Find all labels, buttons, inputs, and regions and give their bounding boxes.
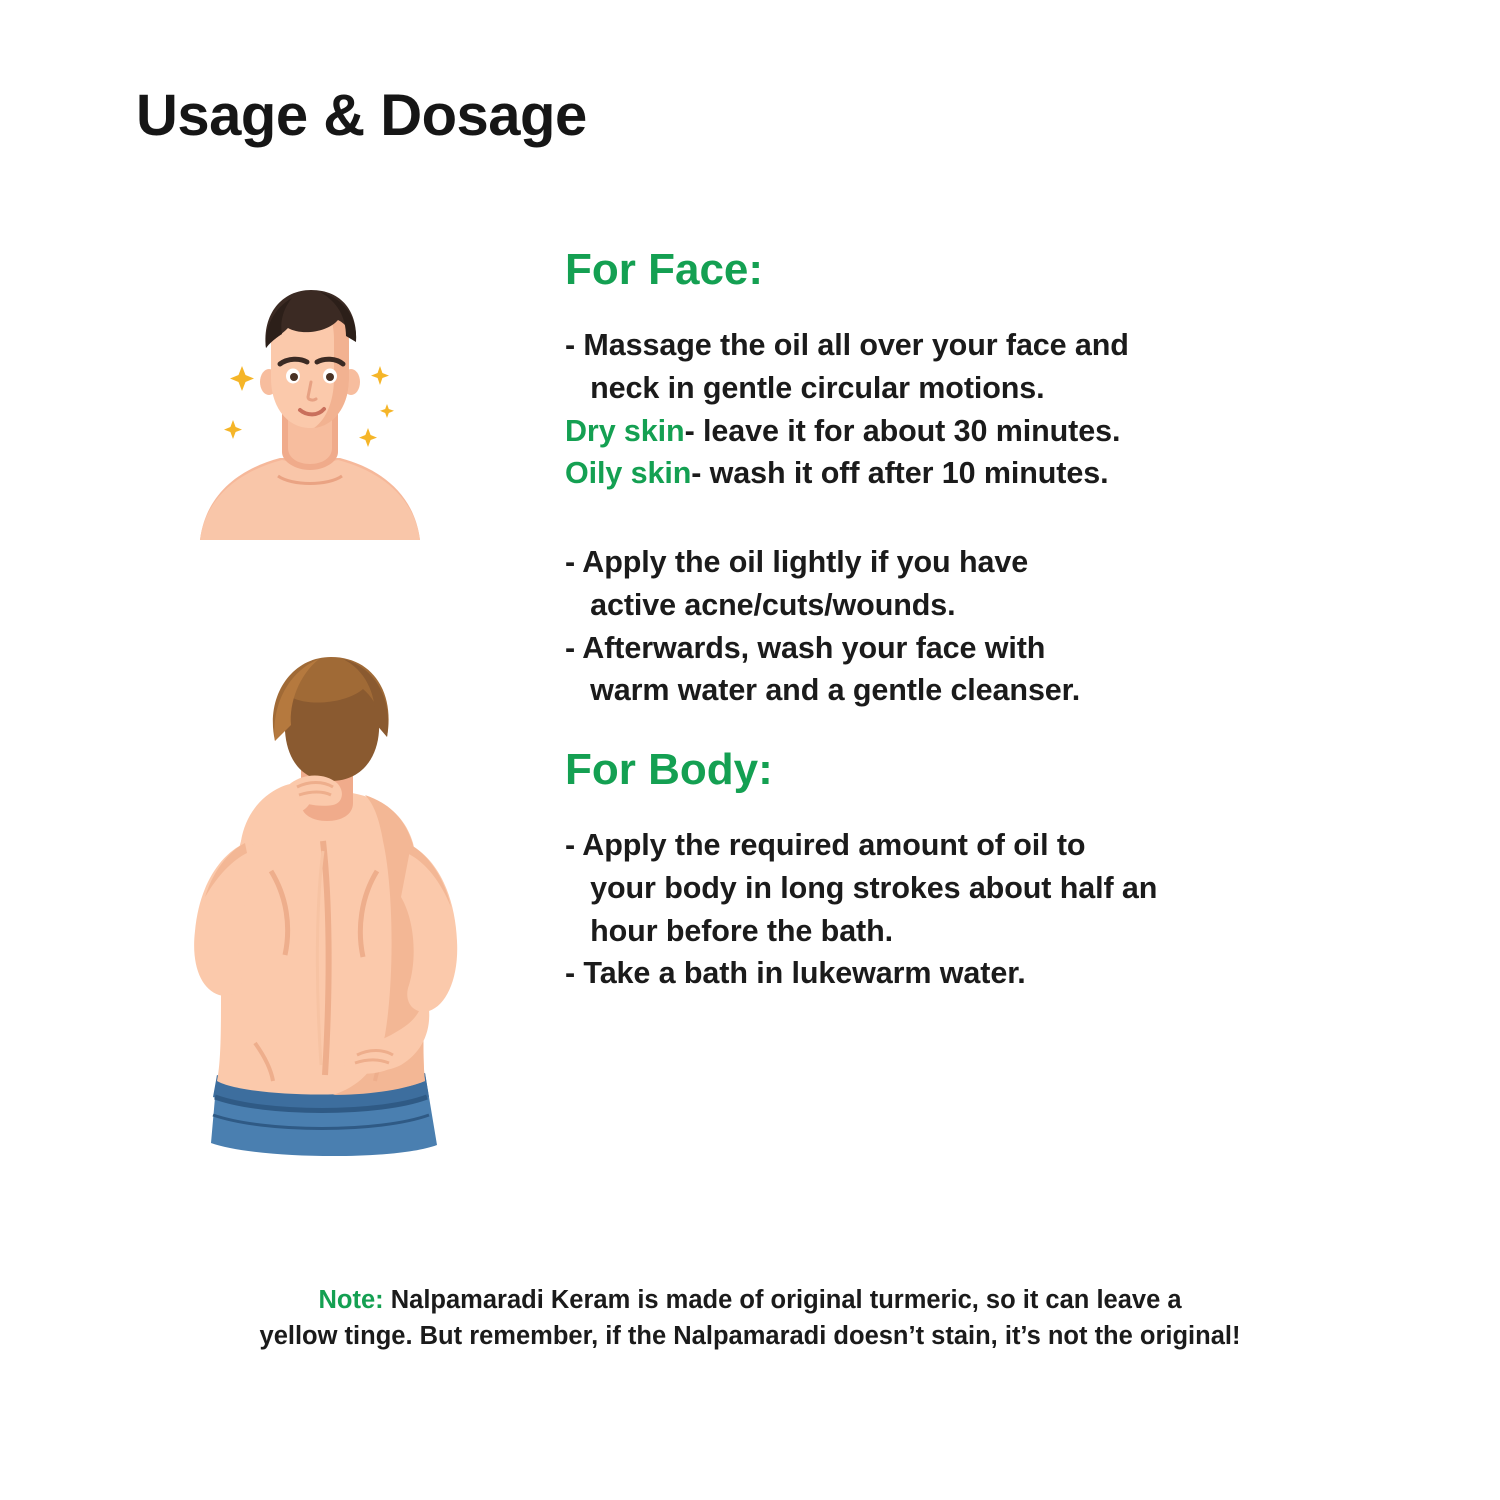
face-instructions-group-1: [565, 324, 1365, 495]
body-line-3: hour before the bath.: [565, 913, 894, 948]
note-label: Note:: [318, 1286, 384, 1314]
face-line-6: warm water and a gentle cleanser.: [565, 673, 1081, 708]
page-title: Usage & Dosage: [136, 83, 587, 148]
section-heading-body: For Body:: [565, 744, 773, 794]
face-line-1: - Massage the oil all over your face and: [565, 328, 1129, 363]
note-block: [130, 1282, 1370, 1354]
face-dry-skin-line: [565, 410, 1365, 453]
body-line-2: your body in long strokes about half an: [565, 870, 1158, 905]
man-back-massage-illustration: [95, 645, 555, 1165]
note-line-2: yellow tinge. But remember, if the Nalpamaradi doesn’t stain, it’s not the original!: [259, 1322, 1241, 1351]
body-instructions-group-1: [565, 824, 1365, 995]
face-line-3: - Apply the oil lightly if you have: [565, 545, 1029, 580]
face-line-5: - Afterwards, wash your face with: [565, 630, 1046, 665]
face-instructions-group-2: [565, 541, 1365, 712]
face-oily-skin-line: [565, 452, 1365, 495]
instructions-column: [565, 246, 1365, 995]
body-line-1: - Apply the required amount of oil to: [565, 828, 1086, 863]
oily-skin-text: - wash it off after 10 minutes.: [691, 456, 1109, 491]
note-line-1: Nalpamaradi Keram is made of original turmeric, so it can leave a: [383, 1286, 1182, 1314]
dry-skin-text: - leave it for about 30 minutes.: [684, 413, 1121, 448]
section-heading-face: For Face:: [565, 245, 764, 294]
face-line-2: neck in gentle circular motions.: [565, 371, 1045, 406]
dry-skin-label: Dry skin: [565, 413, 685, 448]
body-line-4: - Take a bath in lukewarm water.: [565, 956, 1026, 991]
face-line-4: active acne/cuts/wounds.: [565, 587, 956, 622]
oily-skin-label: Oily skin: [565, 456, 692, 491]
man-face-sparkles-illustration: [170, 280, 450, 540]
